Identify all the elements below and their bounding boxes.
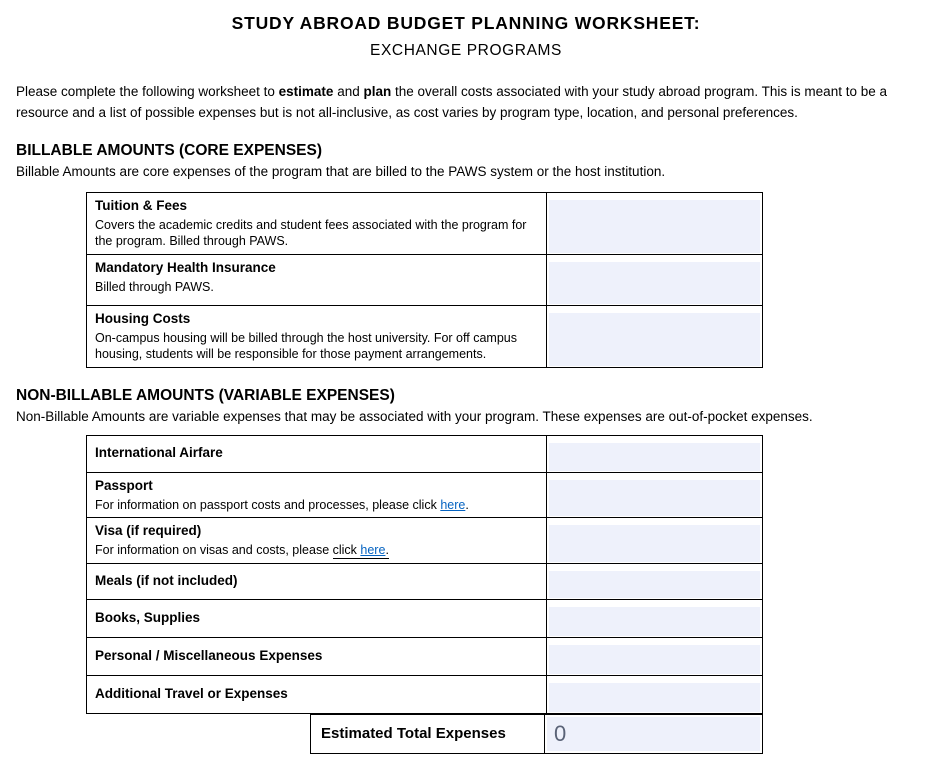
billable-section-heading: BILLABLE AMOUNTS (CORE EXPENSES)	[16, 142, 322, 160]
non-billable-table	[86, 435, 763, 714]
visa-info-link[interactable]: here	[360, 543, 386, 558]
books-supplies-input[interactable]	[546, 600, 762, 637]
form-field-shading	[549, 571, 760, 598]
row-title: Visa (if required)	[95, 523, 202, 539]
form-field-shading	[549, 607, 760, 636]
page-subtitle: EXCHANGE PROGRAMS	[370, 42, 562, 59]
table-row	[87, 305, 762, 367]
description-text: For information on visas and costs, please	[95, 543, 333, 558]
table-row	[87, 563, 762, 599]
table-row	[87, 254, 762, 305]
form-field-shading	[549, 200, 760, 253]
estimated-total-input[interactable]	[544, 715, 762, 753]
intro-text: Please complete the following worksheet to	[16, 84, 279, 99]
table-row	[87, 637, 762, 675]
row-title: Additional Travel or Expenses	[95, 685, 288, 701]
intro-bold-plan: plan	[363, 84, 392, 99]
row-label-cell	[87, 676, 546, 713]
passport-input[interactable]	[546, 473, 762, 517]
description-text: .	[465, 497, 469, 512]
estimated-total-label: Estimated Total Expenses	[321, 725, 506, 743]
estimated-total-value: 0	[554, 720, 567, 746]
additional-travel-input[interactable]	[546, 676, 762, 713]
row-title: Mandatory Health Insurance	[95, 259, 276, 275]
intro-paragraph	[16, 82, 916, 123]
row-description	[95, 542, 534, 559]
non-billable-section-heading: NON-BILLABLE AMOUNTS (VARIABLE EXPENSES)	[16, 386, 395, 404]
form-field-shading	[547, 717, 760, 751]
visa-input[interactable]	[546, 518, 762, 562]
table-row	[87, 472, 762, 517]
table-row	[87, 517, 762, 562]
row-title: Passport	[95, 477, 153, 493]
row-label-cell	[87, 518, 546, 562]
row-label-cell	[87, 436, 546, 472]
row-description: On-campus housing will be billed through the host university. For off campus housing, students will be responsible for those payment arrangements.	[95, 330, 517, 362]
description-text: click	[332, 543, 361, 558]
intro-bold-estimate: estimate	[278, 84, 334, 99]
row-label-cell	[87, 564, 546, 599]
row-title: Tuition & Fees	[95, 198, 188, 214]
international-airfare-input[interactable]	[546, 436, 762, 472]
table-row	[87, 599, 762, 637]
description-text: For information on passport costs and processes, please click	[95, 497, 441, 512]
page-title: STUDY ABROAD BUDGET PLANNING WORKSHEET:	[231, 13, 701, 33]
non-billable-section-description: Non-Billable Amounts are variable expenses that may be associated with your program. These expenses are out-of-pocket expenses.	[16, 408, 813, 424]
row-label-cell	[87, 193, 546, 254]
health-insurance-input[interactable]	[546, 255, 762, 305]
table-row	[87, 436, 762, 472]
description-text: .	[385, 543, 389, 558]
form-field-shading	[549, 313, 760, 366]
intro-text: the overall costs associated with your study abroad program. This is meant to be a resource and a list of possible expenses but is not all-inclusive, as cost varies by program type, location, and personal preferences.	[16, 84, 887, 120]
row-title: International Airfare	[95, 445, 223, 461]
form-field-shading	[549, 262, 760, 304]
form-field-shading	[549, 683, 760, 712]
personal-misc-input[interactable]	[546, 638, 762, 675]
form-field-shading	[549, 443, 760, 471]
form-field-shading	[549, 645, 760, 674]
table-row	[87, 675, 762, 713]
tuition-fees-input[interactable]	[546, 193, 762, 254]
row-title: Personal / Miscellaneous Expenses	[95, 647, 323, 663]
form-field-shading	[549, 525, 760, 561]
row-title: Housing Costs	[95, 310, 191, 326]
estimated-total-row	[310, 714, 763, 754]
form-field-shading	[549, 480, 760, 516]
row-title: Meals (if not included)	[95, 572, 238, 588]
row-label-cell	[87, 473, 546, 517]
underlined-text	[333, 543, 389, 559]
row-description	[95, 497, 534, 514]
row-title: Books, Supplies	[95, 609, 201, 625]
row-label-cell	[87, 600, 546, 637]
housing-costs-input[interactable]	[546, 306, 762, 367]
billable-section-description: Billable Amounts are core expenses of the program that are billed to the PAWS system or the host institution.	[16, 164, 666, 180]
row-description: Covers the academic credits and student fees associated with the program for the program. Billed through PAWS.	[95, 217, 527, 249]
row-description: Billed through PAWS.	[95, 279, 214, 294]
billable-table	[86, 192, 763, 368]
table-row	[87, 193, 762, 254]
passport-info-link[interactable]: here	[440, 497, 466, 512]
meals-input[interactable]	[546, 564, 762, 599]
row-label-cell	[87, 306, 546, 367]
intro-text: and	[333, 84, 364, 99]
row-label-cell	[87, 255, 546, 305]
row-label-cell	[87, 638, 546, 675]
